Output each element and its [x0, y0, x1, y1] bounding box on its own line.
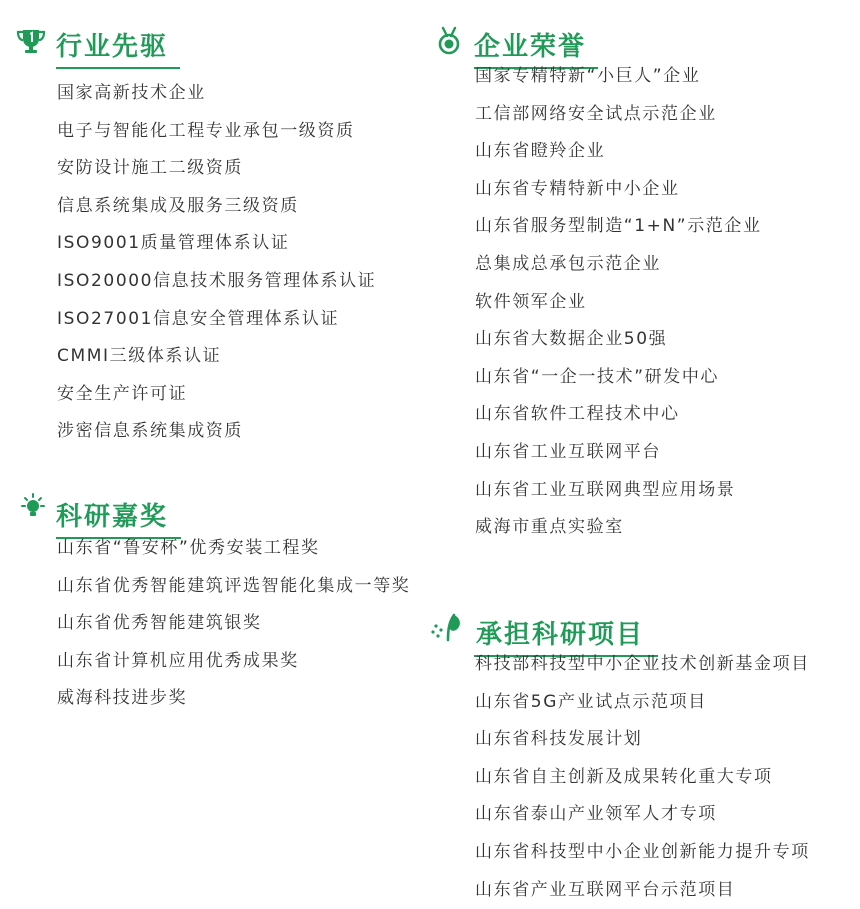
- list-item: 山东省自主创新及成果转化重大专项: [475, 766, 773, 787]
- list-item: 总集成总承包示范企业: [475, 253, 661, 274]
- list-item: 山东省工业互联网典型应用场景: [475, 479, 736, 500]
- list-item: 山东省优秀智能建筑银奖: [57, 613, 262, 634]
- list-item: 山东省服务型制造“1+N”示范企业: [475, 216, 762, 237]
- list-item: 安全生产许可证: [57, 383, 188, 404]
- list-item: ISO20000信息技术服务管理体系认证: [57, 270, 377, 291]
- research-awards-list: [57, 530, 410, 718]
- list-item: 信息系统集成及服务三级资质: [57, 195, 299, 216]
- list-item: 国家高新技术企业: [57, 83, 206, 103]
- list-item: 安防设计施工二级资质: [57, 158, 243, 179]
- industry-section-divider: [56, 67, 180, 69]
- list-item: 山东省优秀智能建筑评选智能化集成一等奖: [57, 575, 411, 596]
- list-item: 软件领军企业: [475, 291, 587, 312]
- list-item: 电子与智能化工程专业承包一级资质: [57, 120, 355, 141]
- medal-icon: [434, 26, 464, 60]
- list-item: 工信部网络安全试点示范企业: [475, 103, 717, 124]
- list-item: 山东省大数据企业50强: [475, 329, 668, 350]
- industry-section-title: 行业先驱: [56, 32, 169, 62]
- list-item: 威海科技进步奖: [57, 688, 188, 709]
- list-item: 涉密信息系统集成资质: [57, 421, 243, 442]
- projects-section-title: 承担科研项目: [476, 620, 645, 650]
- list-item: 山东省计算机应用优秀成果奖: [57, 650, 299, 671]
- list-item: ISO27001信息安全管理体系认证: [57, 308, 340, 329]
- list-item: CMMI三级体系认证: [57, 346, 222, 367]
- projects-list: [475, 646, 810, 909]
- lightbulb-icon: [18, 492, 48, 526]
- research-awards-section-title: 科研嘉奖: [56, 502, 169, 532]
- list-item: 国家专精特新“小巨人”企业: [475, 66, 701, 86]
- list-item: ISO9001质量管理体系认证: [57, 233, 290, 254]
- industry-list: [57, 75, 376, 451]
- list-item: 山东省软件工程技术中心: [475, 404, 680, 425]
- list-item: 科技部科技型中小企业技术创新基金项目: [475, 654, 810, 674]
- list-item: 山东省科技发展计划: [475, 729, 643, 750]
- list-item: 山东省科技型中小企业创新能力提升专项: [475, 841, 810, 862]
- list-item: 山东省瞪羚企业: [475, 141, 606, 162]
- list-item: 山东省产业互联网平台示范项目: [475, 879, 736, 900]
- list-item: 山东省专精特新中小企业: [475, 178, 680, 199]
- list-item: 威海市重点实验室: [475, 517, 624, 538]
- list-item: 山东省泰山产业领军人才专项: [475, 804, 717, 825]
- honors-section-title: 企业荣誉: [474, 32, 587, 62]
- sprout-icon: [430, 612, 464, 646]
- list-item: 山东省“鲁安杯”优秀安装工程奖: [57, 538, 320, 558]
- list-item: 山东省5G产业试点示范项目: [475, 691, 707, 712]
- list-item: 山东省工业互联网平台: [475, 441, 661, 462]
- honors-list: [475, 58, 762, 547]
- list-item: 山东省“一企一技术”研发中心: [475, 366, 720, 387]
- trophy-icon: [16, 26, 46, 60]
